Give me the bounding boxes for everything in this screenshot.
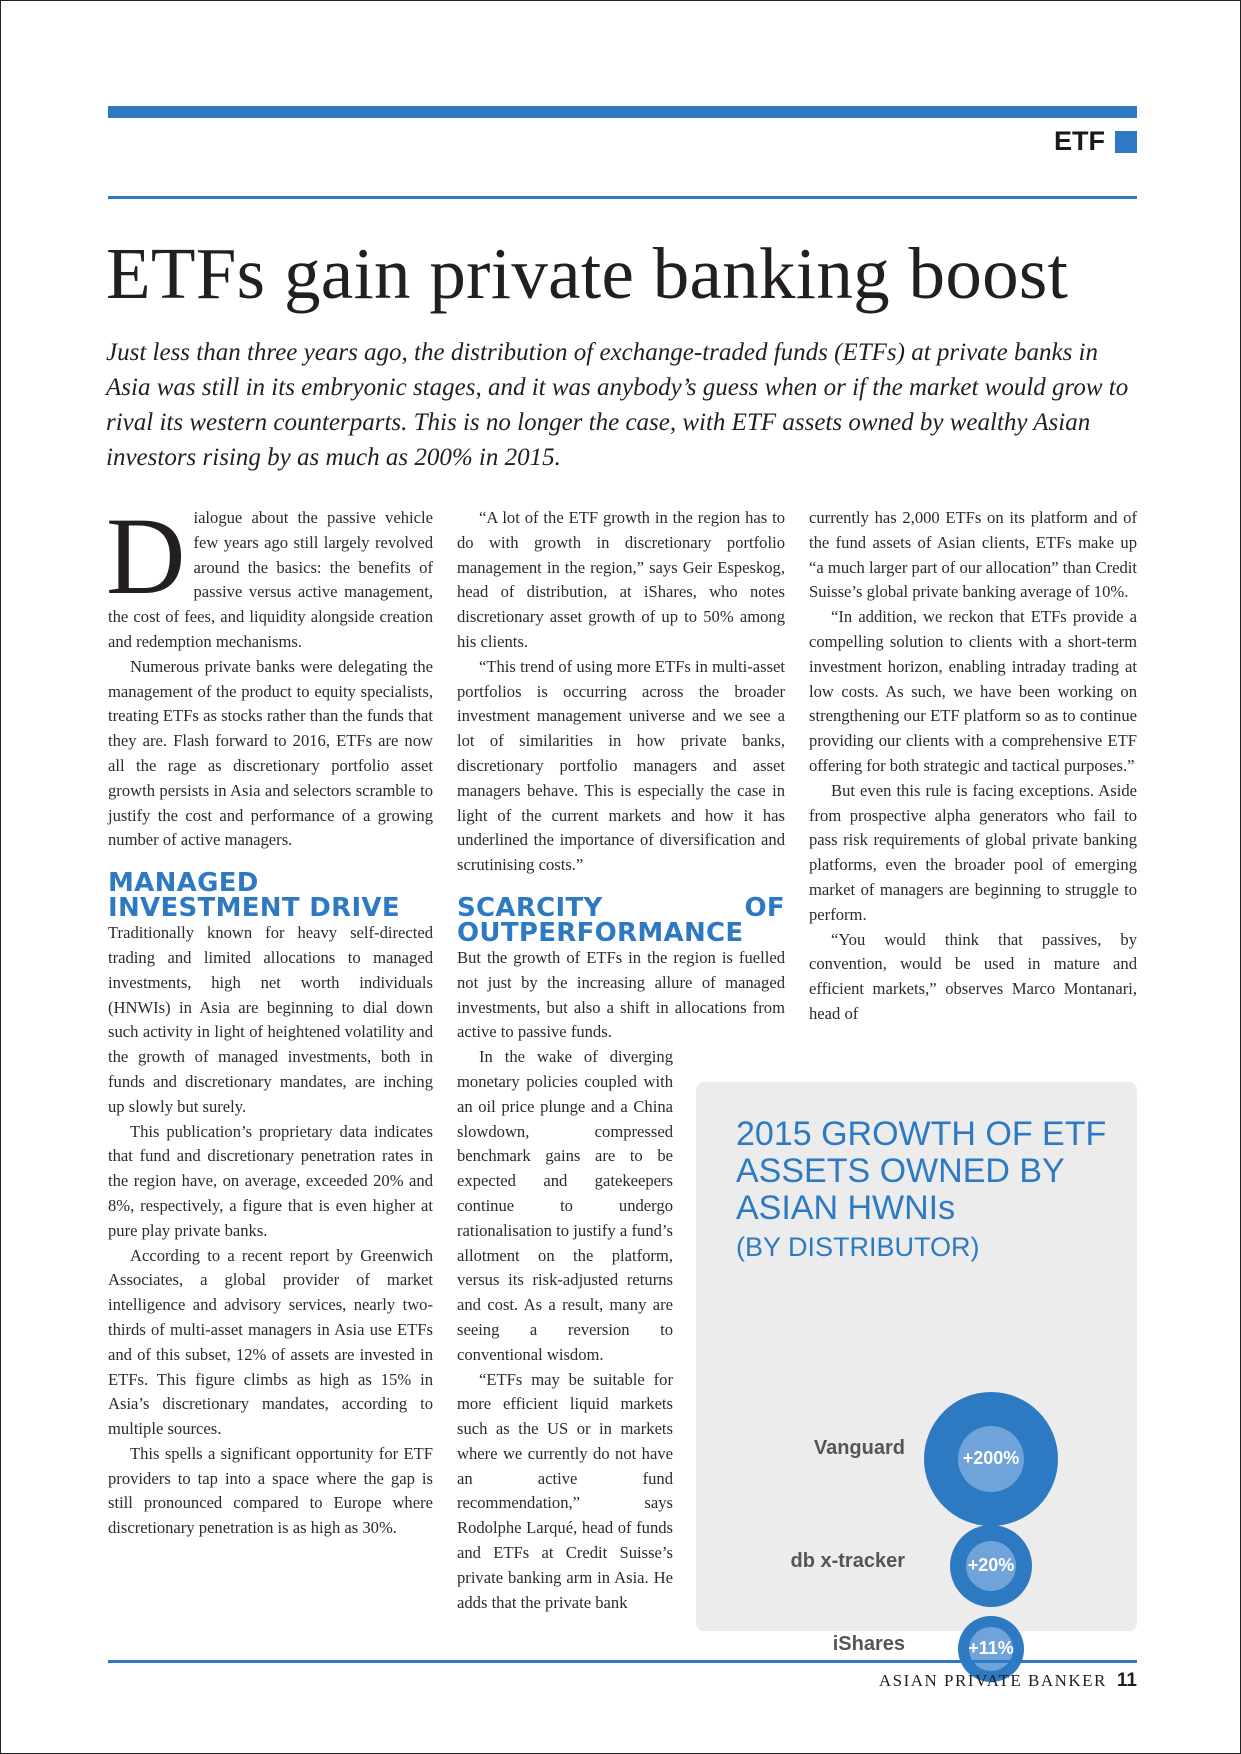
infographic-title: 2015 GROWTH OF ETF ASSETS OWNED BY ASIAN HWNIs <box>736 1115 1107 1227</box>
article-paragraph: “This trend of using more ETFs in multi-asset portfolios is occurring across the broader investment management universe and we see a lot of similarities in how private banks, discretionary portfolio managers and asset managers behave. This is especially the case in light of the current markets and how it has underlined the importance of diversification and scrutinising costs.” <box>457 656 785 875</box>
article-paragraph <box>106 495 433 655</box>
article-paragraph: currently has 2,000 ETFs on its platform and of the fund assets of Asian clients, ETFs make up “a much larger part of our allocation” than Credit Suisse’s global private banking average of 10%. <box>809 508 1137 602</box>
article-paragraph: “A lot of the ETF growth in the region has to do with growth in discretionary portfolio management in the region,” says Geir Espeskog, head of distribution, at iShares, who notes discretionary asset growth of up to 50% among his clients. <box>457 508 785 651</box>
article-column-1 <box>106 495 433 1541</box>
article-paragraph: Traditionally known for heavy self-directed trading and limited allocations to managed investments, high net worth individuals (HNWIs) in Asia are beginning to dial down such activity in light of heightened volatility and the growth of managed investments, both in funds and discretionary mandates, are inching up slowly but surely. <box>108 923 433 1116</box>
article-paragraph: This publication’s proprietary data indicates that fund and discretionary penetration rates in the region have, on average, exceeded 20% and 8%, respectively, a figure that is even higher at pure play private banks. <box>108 1121 433 1240</box>
page-number: 11 <box>1116 1670 1137 1691</box>
publication-name: ASIAN PRIVATE BANKER <box>878 1671 1107 1690</box>
paragraph-text: ialogue about the passive vehicle few years ago still largely revolved around the basics: the benefits of passive versus active management, the cost of fees, and liquidity alongside creation and redemption mechanisms. <box>108 508 433 651</box>
subhead-managed-investment: MANAGED INVESTMENT DRIVE <box>108 868 400 924</box>
section-tag <box>1054 126 1137 157</box>
square-icon <box>1115 131 1137 153</box>
infographic-box <box>696 1082 1137 1658</box>
article-paragraph: In the wake of diverging monetary policies coupled with an oil price plunge and a China slowdown, compressed benchmark gains are to be expected and gatekeepers continue to undergo rationalisation to justify a fund’s allotment on the platform, versus its risk-adjusted returns and cost. As a result, many are seeing a reversion to conventional wisdom. <box>457 1047 673 1364</box>
standfirst: Just less than three years ago, the distribution of exchange-traded funds (ETFs) at private banks in Asia was still in its embryonic stages, and it was anybody’s guess when or if the market would grow to rival its western counterparts. This is no longer the case, with ETF assets owned by wealthy Asian investors rising by as much as 200% in 2015. <box>106 339 1129 471</box>
article-column-3 <box>809 506 1137 1027</box>
article-paragraph: This spells a significant opportunity for ETF providers to tap into a space where the gap is still pronounced compared to Europe where discretionary penetration is as high as 30%. <box>108 1443 433 1538</box>
header-divider <box>108 196 1137 199</box>
drop-cap: D <box>106 495 186 617</box>
footer-rule <box>108 1660 1137 1663</box>
growth-value: +20% <box>967 1555 1015 1575</box>
article-paragraph: “You would think that passives, by convention, would be used in mature and efficient markets,” observes Marco Montanari, head of <box>809 929 1137 1023</box>
infographic-subtitle: (BY DISTRIBUTOR) <box>736 1232 980 1262</box>
header-rule <box>108 106 1137 118</box>
article-paragraph: Numerous private banks were delegating the management of the product to equity specialists, treating ETFs as stocks rather than the funds that they are. Flash forward to 2016, ETFs are now all the rage as discretionary portfolio asset growth persists in Asia and selectors scramble to justify the cost and performance of a growing number of active managers. <box>108 656 433 850</box>
headline: ETFs gain private banking boost <box>106 233 1069 314</box>
page-footer <box>879 1670 1137 1692</box>
article-paragraph: “ETFs may be suitable for more efficient liquid markets such as the US or in markets where we currently do not have an active fund recommendation,” says Rodolphe Larqué, head of funds and ETFs at Credit Suisse’s private banking arm in Asia. He adds that the private bank <box>457 1369 673 1612</box>
article-paragraph: But even this rule is facing exceptions. Aside from prospective alpha generators who fail to pass risk requirements of global private banking platforms, even the broader pool of emerging market of managers are beginning to struggle to perform. <box>809 780 1137 924</box>
subhead-scarcity: SCARCITY OF OUTPERFORMANCE <box>457 892 785 948</box>
article-paragraph: According to a recent report by Greenwich Associates, a global provider of market intelligence and advisory services, nearly two-thirds of multi-asset managers in Asia use ETFs and of this subset, 12% of assets are invested in ETFs. This figure climbs as high as 15% in Asia’s discretionary mandates, according to multiple sources. <box>108 1245 433 1439</box>
section-tag-label: ETF <box>1054 126 1105 156</box>
distributor-label: iShares <box>832 1633 905 1655</box>
narrow-text-block <box>457 1045 673 1615</box>
article-paragraph: “In addition, we reckon that ETFs provide a compelling solution to clients with a short-term investment horizon, enabling intraday trading at low costs. As such, we have been working on strengthening our ETF platform so as to continue providing our clients with a comprehensive ETF offering for both strategic and tactical purposes.” <box>809 607 1137 775</box>
growth-value: +200% <box>962 1448 1020 1468</box>
article-paragraph: But the growth of ETFs in the region is fuelled not just by the increasing allure of managed investments, but also a shift in allocations from active to passive funds. <box>457 947 785 1042</box>
distributor-label: Vanguard <box>813 1437 905 1459</box>
distributor-label: db x-tracker <box>790 1550 905 1572</box>
growth-value: +11% <box>968 1638 1014 1658</box>
